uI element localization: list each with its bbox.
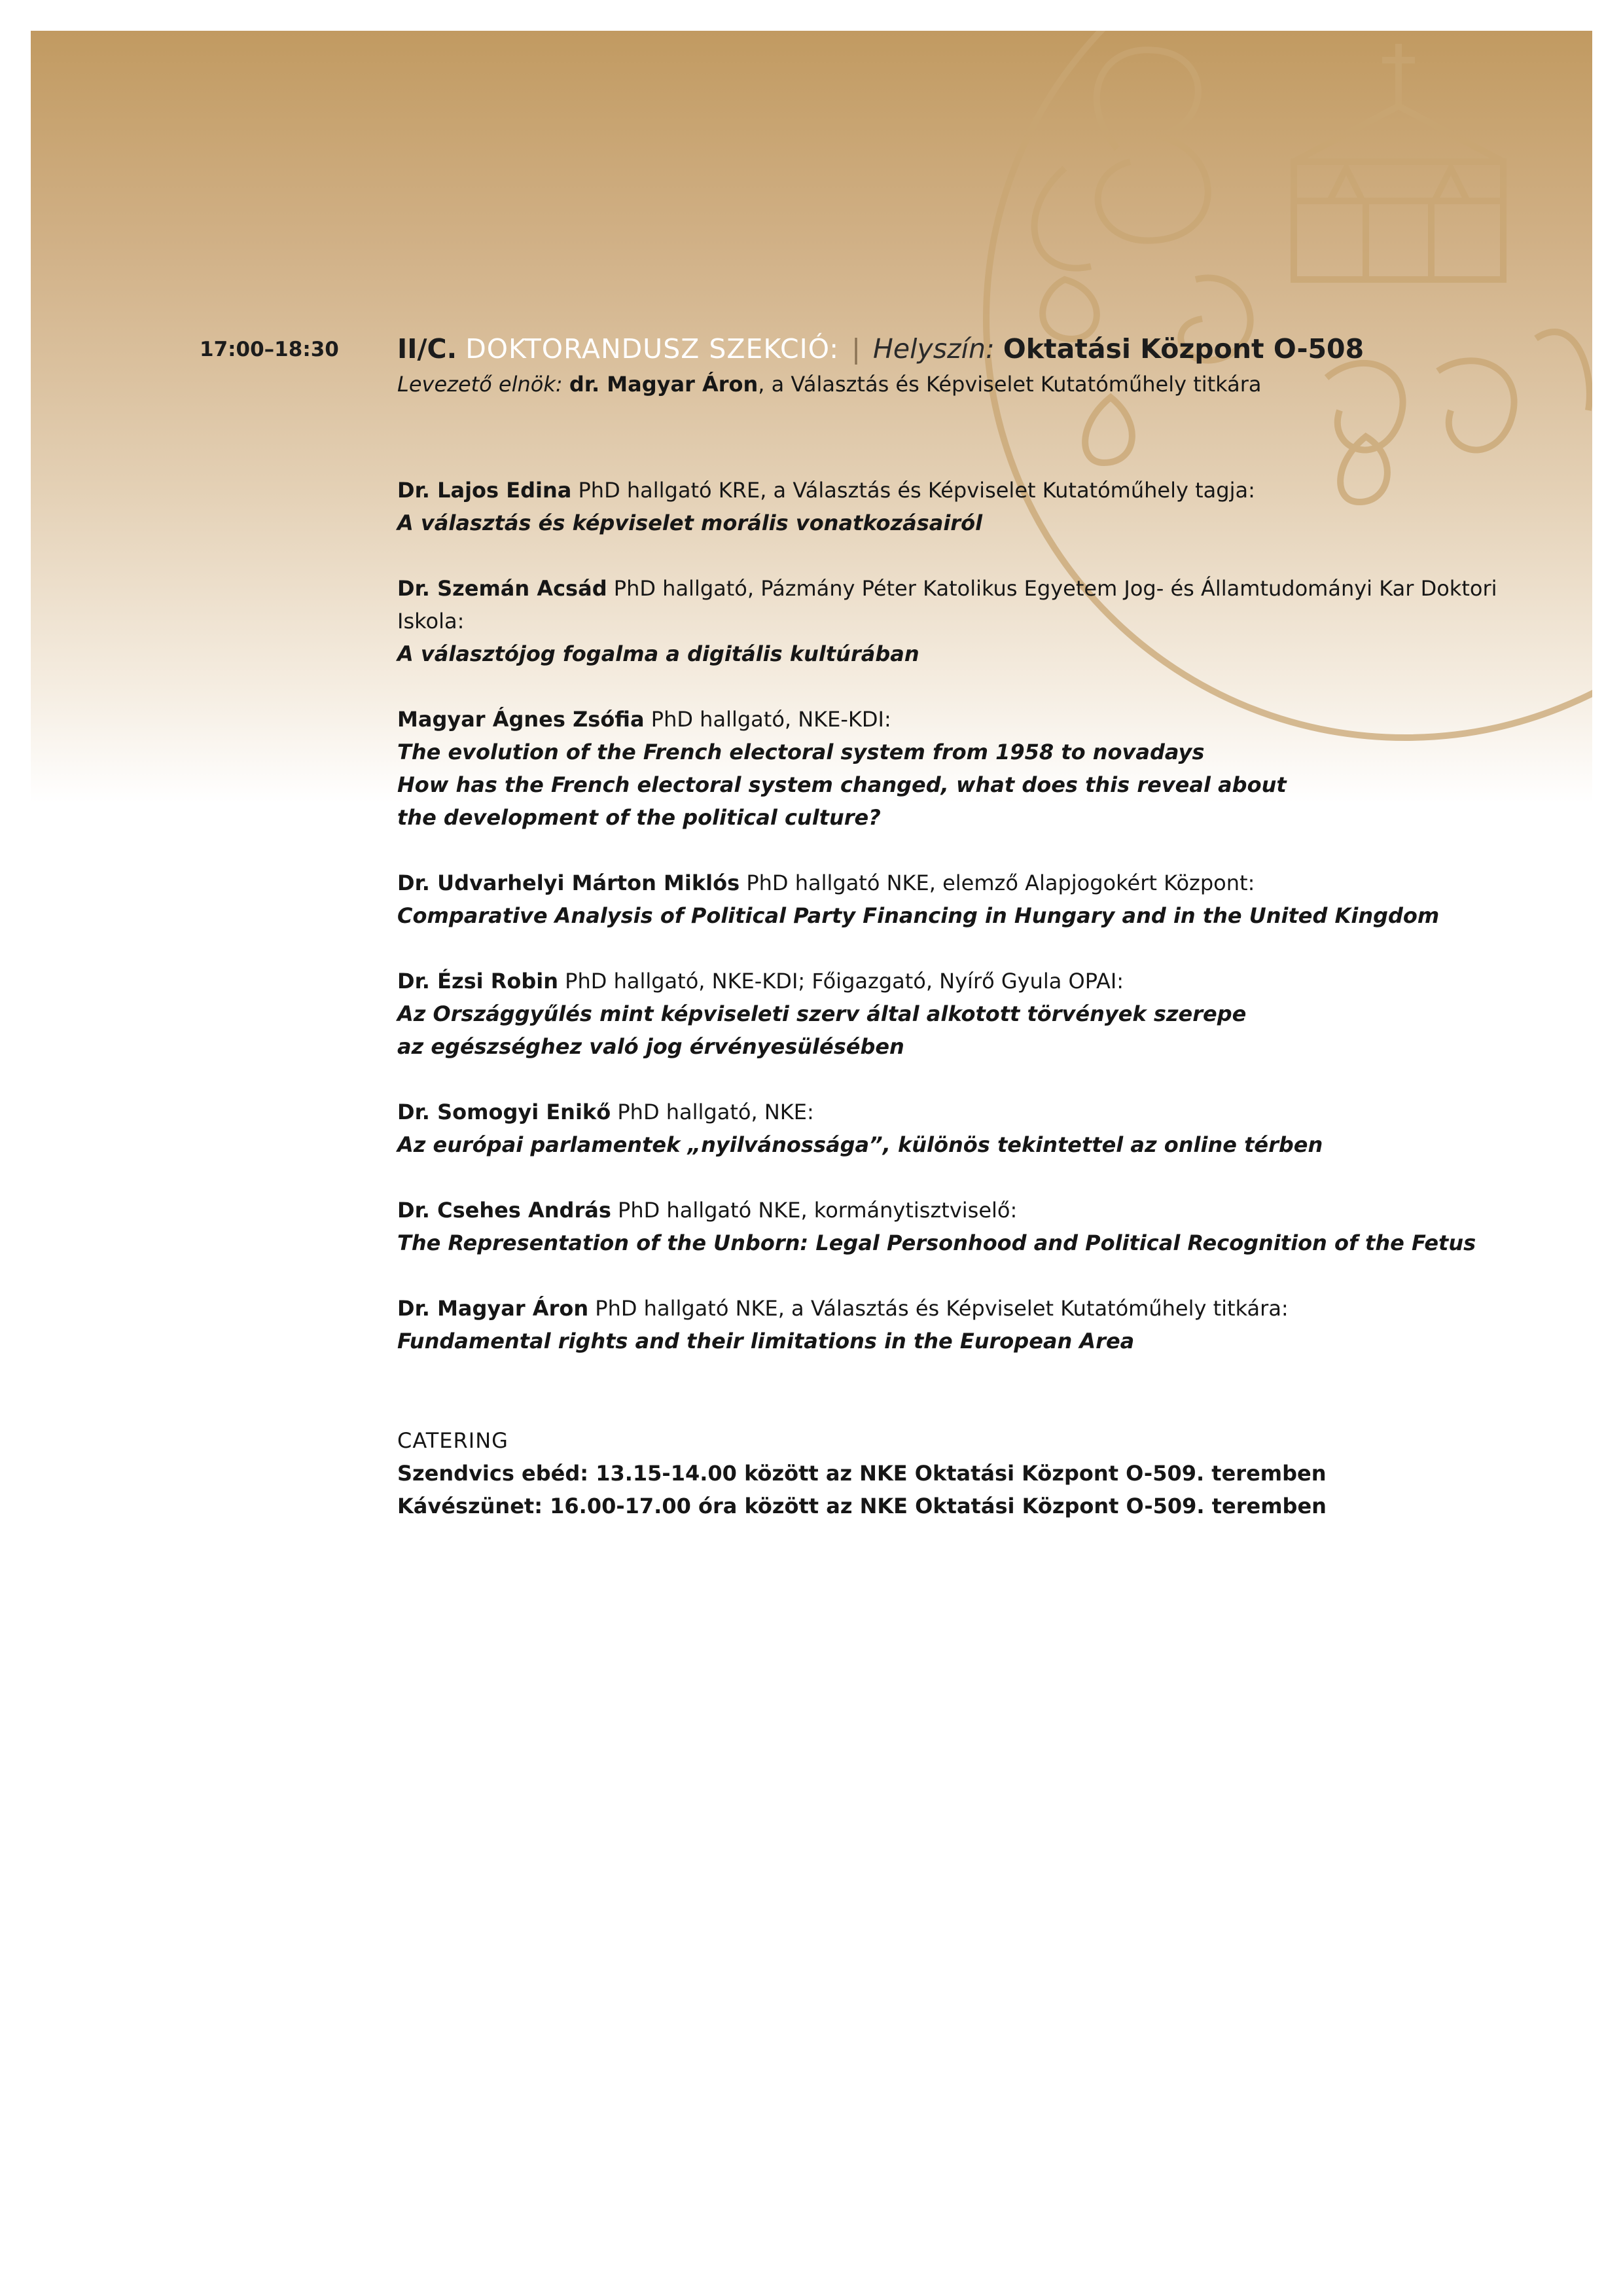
venue-label: Helyszín: xyxy=(873,333,995,365)
speaker-name: Dr. Magyar Áron xyxy=(397,1296,589,1321)
talk-title: the development of the political culture? xyxy=(397,805,881,830)
speaker-name: Dr. Somogyi Enikő xyxy=(397,1100,611,1124)
swirl-ornament xyxy=(1035,168,1091,268)
talk-item xyxy=(397,572,1523,670)
catering-item: Kávészünet: 16.00-17.00 óra között az NKE Oktatási Központ O-509. teremben xyxy=(397,1494,1327,1518)
talk-item xyxy=(397,867,1523,932)
session-chair xyxy=(397,370,1364,399)
catering-item: Szendvics ebéd: 13.15-14.00 között az NKE Oktatási Központ O-509. teremben xyxy=(397,1461,1327,1486)
session-time: 17:00–18:30 xyxy=(200,338,339,361)
talk-title: Az Országgyűlés mint képviseleti szerv által alkotott törvények szerepe xyxy=(397,1001,1247,1026)
speaker-affiliation: PhD hallgató NKE, kormánytisztviselő: xyxy=(611,1198,1018,1223)
talk-title: Comparative Analysis of Political Party Financing in Hungary and in the United Kingdom xyxy=(397,903,1440,928)
venue: Oktatási Központ O-508 xyxy=(1003,333,1364,365)
speaker-name: Dr. Lajos Edina xyxy=(397,478,572,503)
title-separator: | xyxy=(851,333,861,365)
talk-item xyxy=(397,474,1523,539)
talk-title: The evolution of the French electoral system from 1958 to novadays xyxy=(397,740,1205,764)
talk-item xyxy=(397,1292,1523,1357)
church-icon xyxy=(1294,44,1503,279)
swirl-ornament xyxy=(1097,50,1198,149)
chair-role: , a Választás és Képviselet Kutatóműhely titkára xyxy=(758,372,1262,397)
swirl-ornament xyxy=(1536,332,1590,410)
talk-title: How has the French electoral system changed, what does this reveal about xyxy=(397,772,1287,797)
chair-label: Levezető elnök: xyxy=(397,372,563,397)
session-code: II/C. xyxy=(397,333,457,365)
talk-title: Fundamental rights and their limitations in the European Area xyxy=(397,1329,1135,1354)
talk-title: The Representation of the Unborn: Legal Personhood and Political Recognition of the Fetus xyxy=(397,1230,1476,1255)
session-header xyxy=(397,331,1364,399)
talk-item xyxy=(397,1096,1523,1161)
talk-title: Az európai parlamentek „nyilvánossága”, különös tekintettel az online térben xyxy=(397,1132,1323,1157)
talk-item xyxy=(397,703,1523,834)
speaker-affiliation: PhD hallgató, NKE-KDI: xyxy=(644,707,891,732)
catering-heading: CATERING xyxy=(397,1428,508,1453)
swirl-ornament xyxy=(1098,135,1208,241)
session-name: DOKTORANDUSZ SZEKCIÓ: xyxy=(465,333,840,365)
speaker-affiliation: PhD hallgató NKE, a Választás és Képviselet Kutatóműhely titkára: xyxy=(588,1296,1289,1321)
talk-item xyxy=(397,1194,1523,1259)
session-title xyxy=(397,331,1364,367)
speaker-affiliation: PhD hallgató, NKE-KDI; Főigazgató, Nyírő Gyula OPAI: xyxy=(558,969,1124,994)
speaker-name: Magyar Ágnes Zsófia xyxy=(397,707,645,732)
speaker-affiliation: PhD hallgató KRE, a Választás és Képviselet Kutatóműhely tagja: xyxy=(571,478,1255,503)
talk-title: A választás és képviselet morális vonatkozásairól xyxy=(397,511,983,535)
speaker-name: Dr. Csehes András xyxy=(397,1198,611,1223)
speaker-affiliation: PhD hallgató NKE, elemző Alapjogokért Központ: xyxy=(740,870,1255,895)
talk-list xyxy=(397,474,1523,1390)
chair-name: dr. Magyar Áron xyxy=(569,372,758,397)
talk-item xyxy=(397,965,1523,1063)
speaker-name: Dr. Szemán Acsád xyxy=(397,576,607,601)
talk-title: A választójog fogalma a digitális kultúrában xyxy=(397,641,919,666)
talk-title: az egészséghez való jog érvényesülésében xyxy=(397,1034,904,1059)
speaker-name: Dr. Udvarhelyi Márton Miklós xyxy=(397,870,740,895)
swirl-ornament xyxy=(1438,361,1514,450)
speaker-name: Dr. Ézsi Robin xyxy=(397,969,558,994)
speaker-affiliation: PhD hallgató, NKE: xyxy=(611,1100,814,1124)
leaf-ornament xyxy=(1085,397,1132,463)
speaker-affiliation: PhD hallgató, Pázmány Péter Katolikus Egyetem Jog- és Államtudományi Kar Doktori Iskola: xyxy=(397,576,1497,634)
catering-section xyxy=(397,1424,1327,1522)
